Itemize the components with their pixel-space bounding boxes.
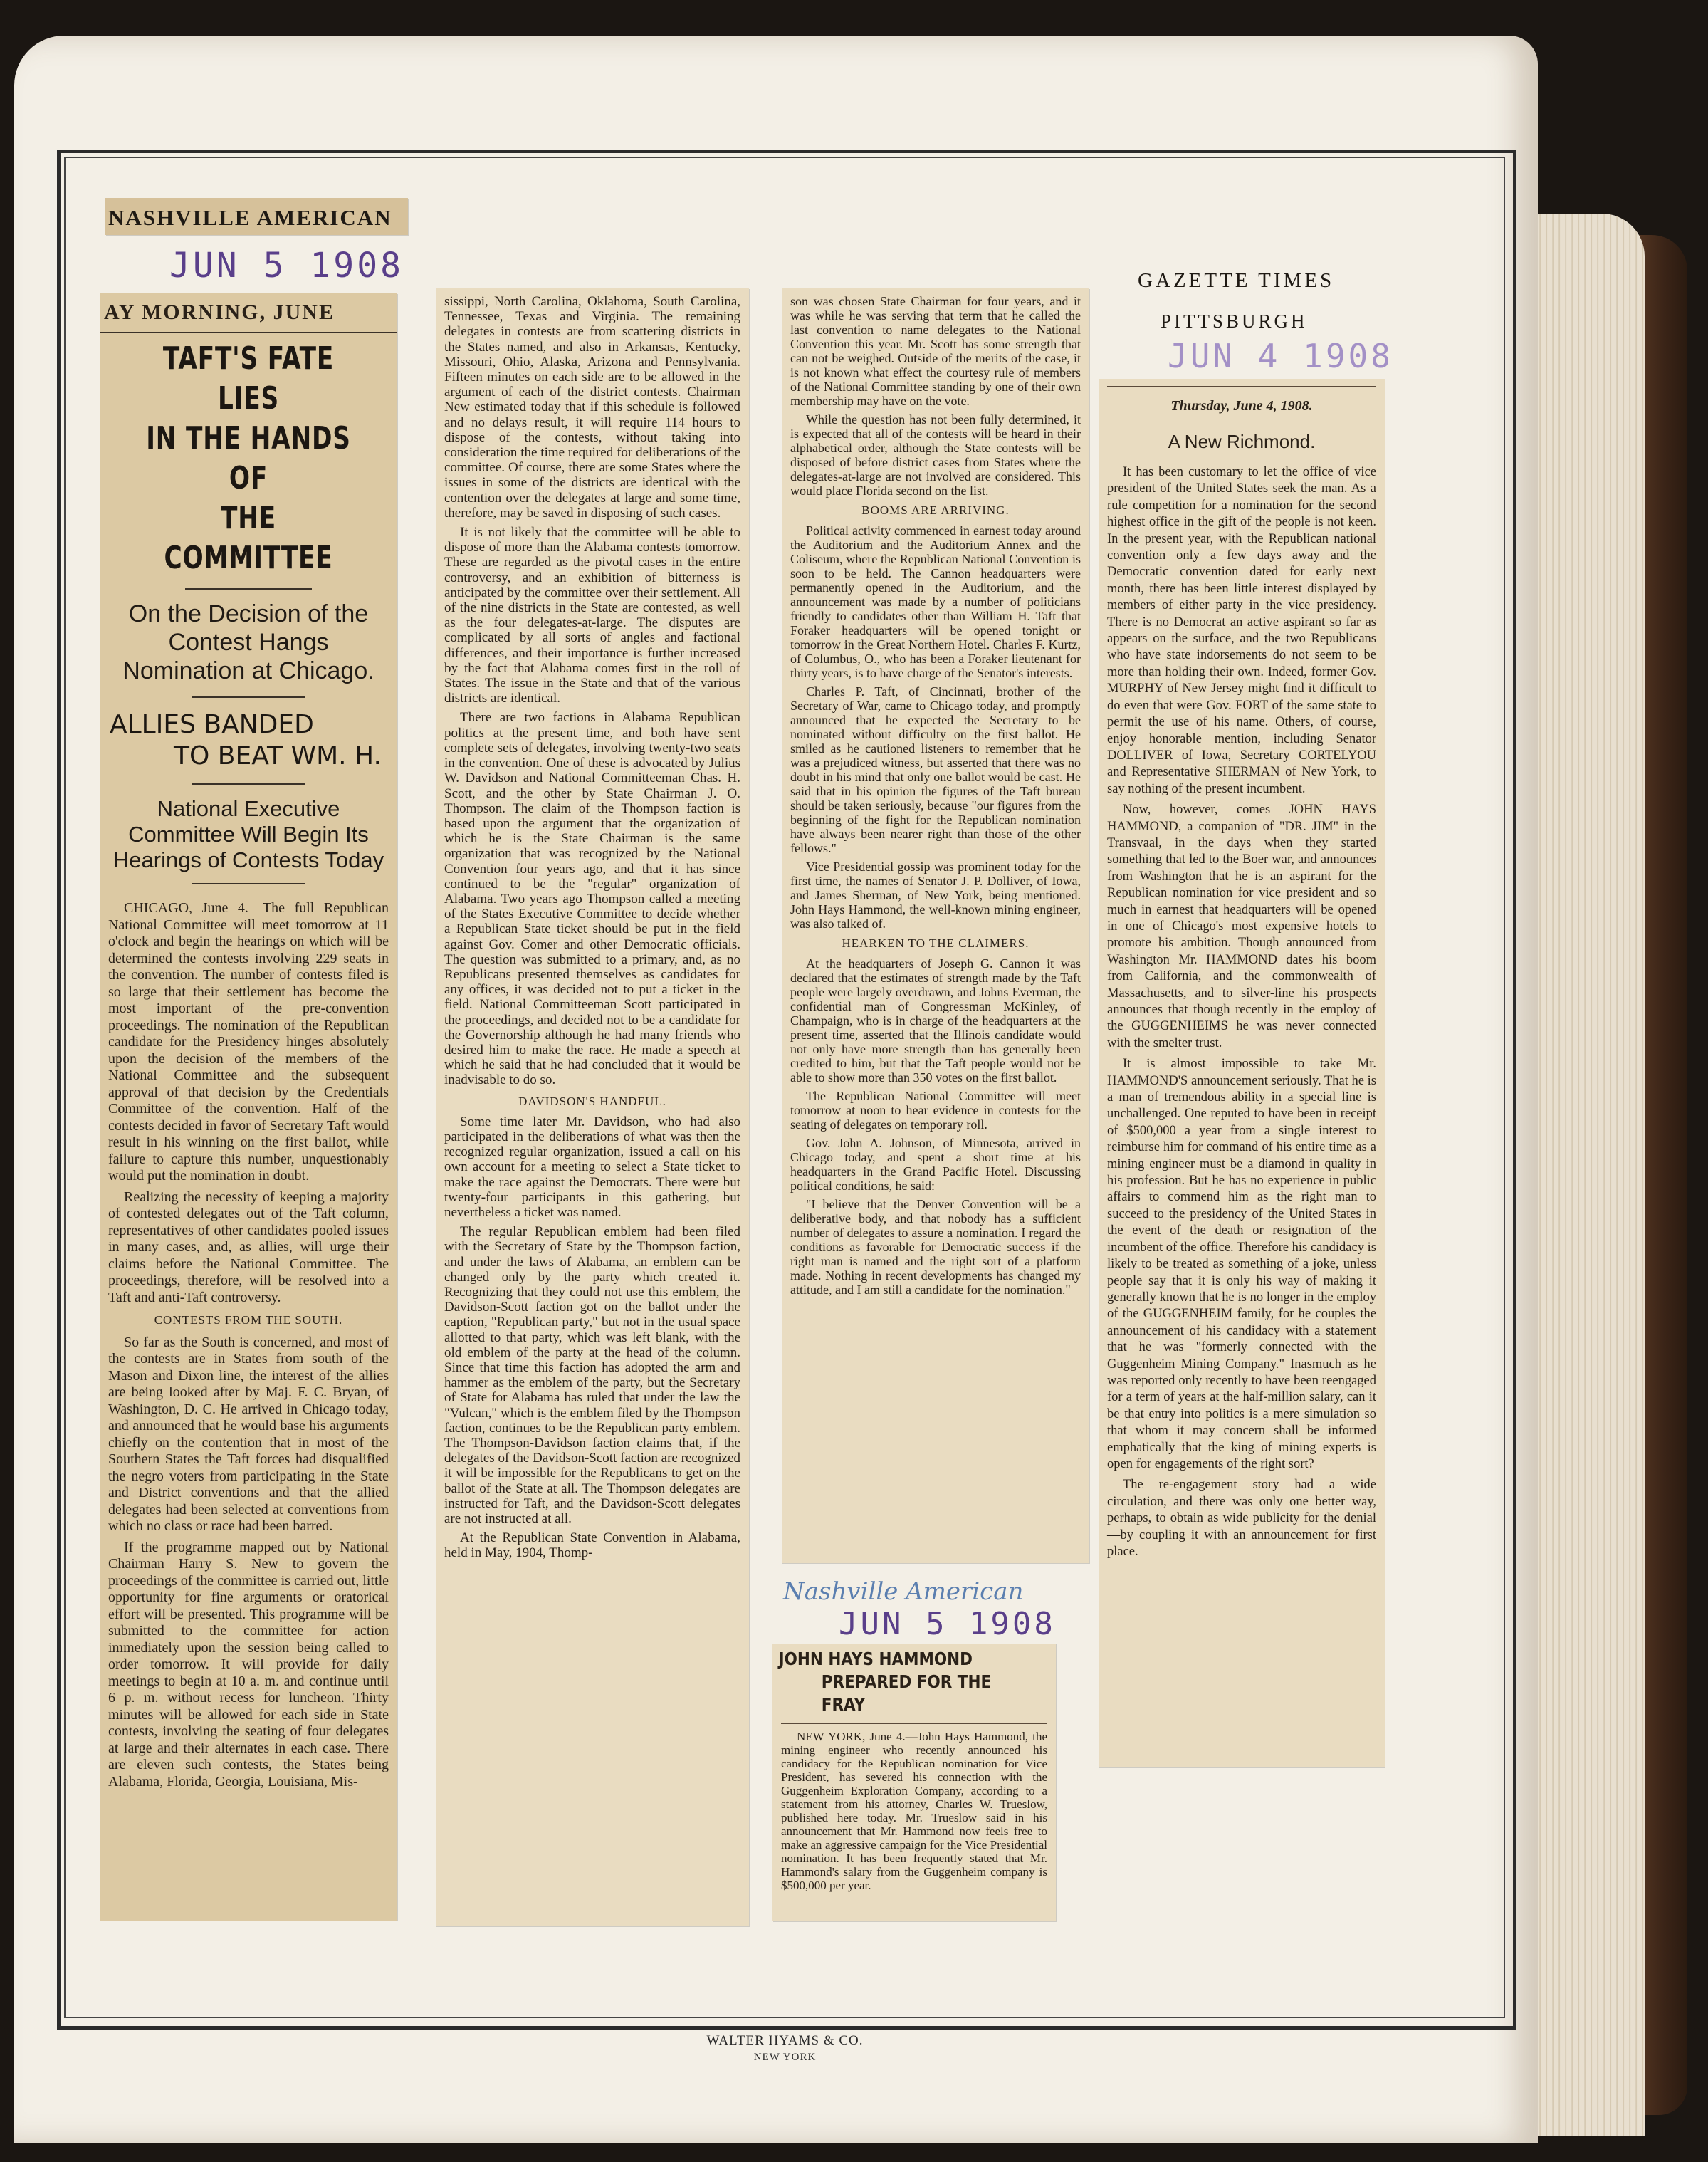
subhead-booms: BOOMS ARE ARRIVING. (861, 503, 1010, 517)
rule (100, 332, 397, 333)
gazette-date-stamp: JUN 4 1908 (1168, 337, 1393, 375)
paragraph: Vice Presidential gossip was prominent today for the first time, the names of Senator J. P. Dolliver, of Iowa, and James Sherman, of New York, being mentioned. John Hays Hammond, the well-known mining engineer, was also talked of. (790, 860, 1081, 931)
hammond-body (772, 1728, 1056, 1892)
paragraph: CHICAGO, June 4.—The full Republican National Committee will meet tomorrow at 11 o'clock and begin the hearings on which will be determined the contests involving 229 seats in the convention. The number of contests filed is so large that their settlement has become the most important of the pre-convention proceedings. The nomination of the Republican candidate for the Presidency hinges absolutely upon the decision of the members of the National Committee and the subsequent approval of that decision by the Credentials Committee of the convention. Half of the contests decided in favor of Secretary Taft would result in his winning on the first ballot, while failure to capture this number, unquestionably would put the nomination in doubt. (108, 900, 389, 1184)
nashville-body (100, 894, 397, 1790)
gazette-date: Thursday, June 4, 1908. (1170, 398, 1313, 414)
small-clip-date-stamp: JUN 5 1908 (839, 1606, 1056, 1642)
col3-body (782, 288, 1089, 1297)
paragraph: Gov. John A. Johnson, of Minnesota, arrived in Chicago today, and spent a short time at his headquarters in the Grand Pacific Hotel. Discussing political conditions, he said: (790, 1136, 1081, 1193)
rule (192, 883, 305, 884)
paragraph: Now, however, comes JOHN HAYS HAMMOND, a companion of "DR. JIM" in the Transvaal, in the days when they started something that led to the Boer war, and announces from Washington that he is an aspirant for the Republican nomination for vice president and so much in earnest that headquarters will be opened in one of Chicago's most expensive hotels to promote his ambition. Though announced from Washington Mr. HAMMOND dates his boom from California, and the commonwealth of Massachusetts, and to silver-line his prospects announces that though recently in the employ of the GUGGENHEIMS he was never connected with the smelter trust. (1107, 803, 1376, 1050)
publisher-footer (57, 2033, 1513, 2064)
paragraph: It is almost impossible to take Mr. HAMMOND'S announcement seriously. That he is a man of tremendous ability in a special line is unchallenged. One reputed to have been in receipt of $500,000 a year from a single interest to reimburse him for command of his entire time as a mining engineer must be a diamond in quality in his profession. But he has no experience in public affairs to commend him as the right man to succeed to the presidency of the United States in the event of the death or resignation of the incumbent of the office. Therefore his candidacy is likely to be treated as something of a joke, unless people say that it is only his way of making it generally known that he is no longer in the employ of the GUGGENHEIM family, for he couples the announcement of his candidacy with a statement that he was "formerly connected with the Guggenheim Mining Company." Inasmuch as he was reported only recently to have been reengaged for a term of years at the half-million salary, can it be that entry into politics is a mere simulation so that whom it may concern shall be informed emphatically that the king of mining experts is open for engagements of the right sort? (1107, 1057, 1376, 1471)
paragraph: sissippi, North Carolina, Oklahoma, South Carolina, Tennessee, Texas and Virginia. The remaining delegates in contests are from scattering districts in the States named, and also in Arkansas, Kentucky, Missouri, Ohio, Alaska, Arizona and Pennsylvania. Fifteen minutes on each side are to be allowed in the argument of each of the district contests. Chairman New estimated today that if this schedule is followed and no delays result, it will require 114 hours to dispose of the contests, without taking into consideration the time required for deliberations of the committee. Of course, there are some States where the issues in some of the districts are identical with the contention over the delegates at large and some time, therefore, may be saved in disposing of such cases. (444, 294, 740, 521)
rule (185, 588, 312, 590)
paragraph: So far as the South is concerned, and most of the contests are in States from south of the Mason and Dixon line, the interest of the allies are being looked after by Maj. F. C. Bryan, of Washington, D. C. He arrived in Chicago today, and announced that he would base his arguments chiefly on the contention that in most of the Southern States the Taft forces had disqualified the negro voters from participating in the State and District conventions and that the allied delegates had been selected at conventions from which no class or race had been barred. (108, 1334, 389, 1534)
hammond-clip (772, 1644, 1056, 1921)
nashville-article-col3 (782, 288, 1089, 1563)
gazette-title: A New Richmond. (1168, 431, 1316, 452)
nashville-headline (100, 339, 397, 578)
paragraph: At the headquarters of Joseph G. Cannon it was declared that the estimates of strength made by the Taft people were largely overdrawn, and Johns Everman, the confidential man of Congressman McKinley, of Champaign, who is in charge of the headquarters at the present time, asserted that the Illinois candidate would not only have more strength than has generally been credited to him, but that the Taft people would not be able to show more than 350 votes on the first ballot. (790, 956, 1081, 1085)
paragraph: It has been customary to let the office of vice president of the United States seek the man. As a rule competition for a nomination for the second highest office in the gift of the people is not keen. In the present year, with the Republican national convention only a few days away and the Democratic convention dated for early next month, there has been little interest displayed by members of either party in the vice presidency. There is no Democrat an active aspirant so far as appears on the surface, and the two Republicans who have state indorsements do not seem to be more than holding their own. Indeed, former Gov. MURPHY of New Jersey might find it difficult to do even that were Gov. FORT of the same state to permit the use of his name. Others, of course, enjoy honorable mention, including Senator DOLLIVER of Iowa, Secretary CORTELYOU and Representative SHERMAN of New York, to say nothing of the present incumbent. (1107, 465, 1376, 796)
col2-body (436, 288, 749, 1561)
paragraph: It is not likely that the committee will be able to dispose of more than the Alabama contests tomorrow. These are regarded as the pivotal cases in the entire controversy, and an exhibition of bitterness is anticipated by the committee over their settlement. All of the nine districts in the State are contested, as well as the four delegates-at-large. The disputes are complicated by all sorts of angles and factional differences, and their importance is further increased by the fact that Alabama comes first in the roll of States. The issue in the State and that of the various districts are identical. (444, 525, 740, 706)
gazette-city: PITTSBURGH (1161, 310, 1308, 332)
nashville-masthead: NASHVILLE AMERICAN (108, 205, 392, 230)
nashville-article-col1 (100, 293, 397, 1921)
publisher-city: NEW YORK (753, 2052, 817, 2063)
subhead-davidson: DAVIDSON'S HANDFUL. (518, 1094, 666, 1108)
gazette-body (1099, 459, 1385, 1560)
paragraph: If the programme mapped out by National Chairman Harry S. New to govern the proceedings of the committee is carried out, little opportunity for fine arguments or oratorical effort will be presented. This programme will be submitted to the committee for action immediately upon the session being called to order tomorrow. It will provide for daily meetings to begin at 10 a. m. and continue until 6 p. m. without recess for luncheon. Thirty minutes will be allowed for each side in State contests, involving the seating of four delegates at large and their alternates in each case. There are eleven such contests, the States being Alabama, Florida, Georgia, Louisiana, Mis- (108, 1539, 389, 1790)
nashville-deck: On the Decision of the Contest Hangs Nomination at Chicago. (122, 600, 374, 684)
headline-line-1: TAFT'S FATE LIES (162, 340, 335, 417)
rule (192, 696, 305, 698)
handwritten-source-note: Nashville American (783, 1577, 1024, 1606)
allies-line-2: TO BEAT WM. H. (174, 741, 382, 771)
subhead-hearken: HEARKEN TO THE CLAIMERS. (842, 936, 1029, 950)
allies-line-1: ALLIES BANDED (110, 710, 314, 739)
paragraph: Political activity commenced in earnest today around the Auditorium and the Auditorium Annex and the Coliseum, where the Republican National Convention is soon to be held. The Cannon headquarters were permanently opened in the Auditorium, and the announcement was made by a number of politicians friendly to candidates other than William H. Taft that Foraker headquarters will be opened tonight or tomorrow in the Great Northern Hotel. Charles F. Kurtz, of Columbus, O., who has been a Foraker lieutenant for thirty years, is to have charge of the Senator's interests. (790, 523, 1081, 680)
hammond-headline (772, 1644, 1016, 1719)
paragraph: "I believe that the Denver Convention will be a deliberative body, and that nobody has a sufficient number of delegates to assure a nomination. I regard the conditions as favorable for Democratic success if the right man is named and the right sort of a platform made. Nothing in recent developments has changed my attitude, and I am still a candidate for the nomination." (790, 1197, 1081, 1297)
paragraph: At the Republican State Convention in Alabama, held in May, 1904, Thomp- (444, 1530, 740, 1561)
paragraph: The re-engagement story had a wide circulation, and there was only one better way, perhaps, to obtain as wide publicity for the denial—by coupling it with an announcement for first place. (1107, 1478, 1376, 1559)
headline-line-2: IN THE HANDS OF (146, 420, 351, 496)
paragraph: While the question has not been fully determined, it is expected that all of the contests will be heard in their alphabetical order, although the State contests will be disposed of before district cases from States where the delegates-at-large are not involved are considered. This would place Florida second on the list. (790, 412, 1081, 498)
headline-line-3: THE COMMITTEE (164, 500, 333, 576)
paragraph: son was chosen State Chairman for four years, and it was while he was serving that term that he called the last convention to name delegates to the National Convention this year. Mr. Scott has some strength that can not be weighed. Outside of the merits of the case, it is not known what effect the courtesy rule of members of the National Committee standing by one of their own membership may have on the vote. (790, 294, 1081, 408)
subhead-south: CONTESTS FROM THE SOUTH. (154, 1313, 343, 1327)
nashville-dateline: AY MORNING, JUNE (104, 301, 335, 324)
rule (781, 1723, 1047, 1724)
nashville-allies-head (100, 709, 397, 772)
nashville-article-col2 (436, 288, 749, 1926)
hammond-title-line-2: PREPARED FOR THE FRAY (821, 1671, 992, 1715)
paragraph: The regular Republican emblem had been filed with the Secretary of State by the Thompson faction, and under the laws of Alabama, an emblem can be changed only by the party which created it. Recognizing that they could not use this emblem, the Davidson-Scott faction got on the ballot under the caption, "Republican party," but not in the usual space allotted to that party, which was left blank, with the old emblem of the party at the head of the column. Since that time this faction has adopted the arm and hammer as the emblem of the party, but the Secretary of State for Alabama has ruled that under the law the "Vulcan," which is the emblem filed by the Thompson faction, continues to be the Republican party emblem. The Thompson-Davidson faction claims that, if the delegates of the Davidson-Scott faction are recognized it will be impossible for the Republicans to get on the ballot of the State at all. The Thompson delegates are instructed for Taft, and the Davidson-Scott delegates are not instructed at all. (444, 1224, 740, 1527)
paragraph: There are two factions in Alabama Republican politics at the present time, and both have sent complete sets of delegates, involving twenty-two seats in the convention. One of these is advocated by Julius W. Davidson and National Committeeman Chas. H. Scott, and the other by State Chairman J. O. Thompson. The claim of the Thompson faction is based upon the argument that the organization of which he is the State Chairman is the same organization that was recognized by the National Convention four years ago, and that it has since continued to be the "regular" organization of Alabama. Two years ago Thompson called a meeting of the States Executive Committee to decide whether a Republican State ticket should be put in the field against Gov. Comer and other Democratic officials. The question was submitted to a primary, and, as no Republicans presented themselves as candidates for any offices, it was decided not to put a ticket in the field. National Committeeman Scott participated in the proceedings, and decided not to be a candidate for the Governorship although he had many friends who desired him to make the race. He made a speech at which he said that he had concluded that it would be inadvisable to do so. (444, 710, 740, 1088)
paragraph: NEW YORK, June 4.—John Hays Hammond, the mining engineer who recently announced his candidacy for the Republican nomination for Vice President, has severed his connection with the Guggenheim Exploration Company, according to a statement from his attorney, Charles W. Trueslow, published here today. Mr. Trueslow said in his announcement that Mr. Hammond now feels free to make an aggressive campaign for the Vice Presidential nomination. It has been frequently stated that Mr. Hammond's salary from the Guggenheim company is $500,000 per year. (781, 1730, 1047, 1892)
rule (1107, 386, 1376, 387)
nashville-subdeck: National Executive Committee Will Begin Its Hearings of Contests Today (112, 796, 384, 872)
rule (192, 783, 305, 785)
publisher-name: WALTER HYAMS & CO. (706, 2033, 864, 2048)
nashville-date-stamp: JUN 5 1908 (169, 246, 404, 286)
gazette-masthead: GAZETTE TIMES (1138, 269, 1335, 292)
gazette-editorial-clip (1099, 379, 1385, 1767)
hammond-title-line-1: JOHN HAYS HAMMOND (778, 1649, 973, 1669)
paragraph: Charles P. Taft, of Cincinnati, brother of the Secretary of War, came to Chicago today, and promptly announced that he expected the Secretary to be nominated without difficulty on the first ballot. He smiled as he cautioned listeners to remember that he was a prejudiced witness, but asserted that there was no doubt in his mind that only one ballot would be cast. He said that in his opinion the figures of the Taft bureau should be taken seriously, because "our figures from the beginning of the fight for the Republican nomination have always been nearer right than those of the other fellows." (790, 684, 1081, 855)
nashville-masthead-clip (105, 198, 408, 235)
paragraph: Realizing the necessity of keeping a majority of contested delegates out of the Taft column, representatives of other candidates pooled issues in many cases, and, as allies, will urge their claims before the National Committee. The proceedings, therefore, will be resolved into a Taft and anti-Taft controversy. (108, 1189, 389, 1305)
paragraph: Some time later Mr. Davidson, who had also participated in the deliberations of what was then the recognized regular organization, issued a call on his own account for a meeting to select a State ticket to make the race against the Democrats. There were but twenty-four participants in this gathering, but nevertheless a ticket was named. (444, 1114, 740, 1220)
paragraph: The Republican National Committee will meet tomorrow at noon to hear evidence in contests for the seating of delegates on temporary roll. (790, 1089, 1081, 1132)
